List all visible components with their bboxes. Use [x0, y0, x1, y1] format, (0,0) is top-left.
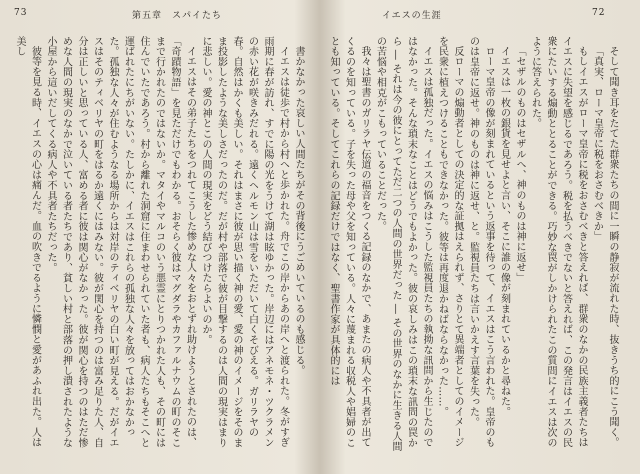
right-paragraph: イエスは孤独だった。イエスの悩みはこうした監視員たちの執拗な訊問から生じたのではなかった。そんな瑣末なことはどうでもよかった。彼の哀しみはこの瑣末な訊問の罠から ― それは今の彼にとってただ二つの人間の世界だった ― その世界のなかに生きる人間の苦悩や相克がこもっていることだった。: [374, 36, 432, 452]
left-paragraph: 書かなかった哀しい人間たちがその背後にうごめいているのも感じる。: [293, 46, 304, 376]
left-running-head: 第五章 スパイたち: [132, 11, 223, 21]
right-quote: 「セザルのものはセザルへ、神のものは神に返せ」: [514, 46, 525, 283]
left-paragraph: 彼等を見る時、イエスの心は痛んだ。血の吹きでるように憐憫と愛があふれ出た。人は美し: [14, 36, 41, 448]
right-page: [320, 0, 640, 474]
right-paragraph: そして聞き耳をたてた群衆たちの間に一瞬の静寂が流れた時、抜きうち的にこう聞く。: [607, 46, 618, 448]
right-body-text: [330, 36, 620, 456]
right-page-header: [382, 8, 606, 21]
left-page-header: [14, 8, 223, 21]
right-page-number: 72: [592, 8, 606, 18]
right-paragraph: ローマ皇帝の像が刻まれているという返事を待って、イエスはこう言われた。皇帝のものは皇帝に返せ。神のものは神に返せ、と。監視員たちは言いかえす言葉を失った。: [467, 36, 494, 448]
left-body-text: [14, 36, 306, 456]
left-paragraph: イエスは徒歩で村から村へと歩かれた。舟でこの岸からあの岸へと渡られた。冬がすぎ雨期に春が訪れ、すでに陽の光をうけて湖は眩ゆかった。岸辺にはアネモネ・ツクラメンの赤い花が咲きみだれる。遠くヘルモン山は雪をいただいて白くそびえる。ガリラヤの春。自然はかくも美しい。それはまさに彼が思い描く神の愛、愛の神のイメージをそのまま投影したような美しさだったのだ。だが村や部落で彼が目撃するのは人間の現実はまりに悲しい。愛の神とこの人間の現実をどう結びつけたらよいのか。: [200, 36, 289, 448]
right-paragraph: イエスは一枚の銀貨を見せよと言い、そこに誰の像が刻まれているかと尋ねた。: [498, 46, 510, 417]
right-paragraph: もしイエスがローマ皇帝に税をおさむべきと答えれば、群衆のなかの民族主義者たちはイエスに失望を感じるであろう。税を払うべきでないと答えれば、この発言はイエスの民衆にたいする煽動ととることができる。巧妙な罠がしかけられたこの質問にイエスは次のように答えられた。: [529, 36, 587, 448]
right-paragraph: 反ローマの煽動者としての決定的な証拠はえられず、さりとて異端者としてのイメージを民衆に植えつけることもできなかった。彼等は再度退かねばならなかった……。: [436, 36, 463, 448]
left-paragraph: イエスはその弟子たちをつれてこうした惨めな人々をおとずれ助けようとされたのは、「奇蹟物語」を見ただけでもわかる。おそらく彼はマグダラやカファルナウムの町のそこまで行かれたのではないか。マタイやマルコのいう悪霊にとりつかれた人も、その町には住んでいたであろう。村から離れた洞窟に住まわせられていた者も、病人たちもそこへと運ばれたにちがいない。たしかに、イエスはこれらの孤独な人々を放ってはおかなかった。孤独な人々が住むようなる場所からは対岸のティベリヤの白い町が見える。だがイエスはそのティベリヤの町をはるか遠くにはみない。彼が関心を持つのは富み足りた人、自分は正しいと思っている人、富める者に彼は関心がなかった。彼が関心を持つのはただ惨めな人間の現実のなかで泣いている者たちであり、貧しい村と部落の押し潰されたような小屋から這いだしてくる病人や不具者たちだった。: [45, 36, 196, 448]
right-quote: 「真実、ローマ皇帝に税をおさむべきか」: [591, 46, 603, 242]
right-paragraph: 我々は聖書のガリラヤ伝道の福音をつくる記録のなかで、あまたの病人や不具者が出てくるのを知っている。子を失った母や父を知っている。人々に蔑まれる収税人や娼婦のことも知っている。そしてこれらの記録だけではなく、聖書作家が具体的には: [328, 36, 370, 448]
left-page-number: 73: [14, 8, 28, 18]
right-running-head: イエスの生涯: [382, 11, 442, 21]
